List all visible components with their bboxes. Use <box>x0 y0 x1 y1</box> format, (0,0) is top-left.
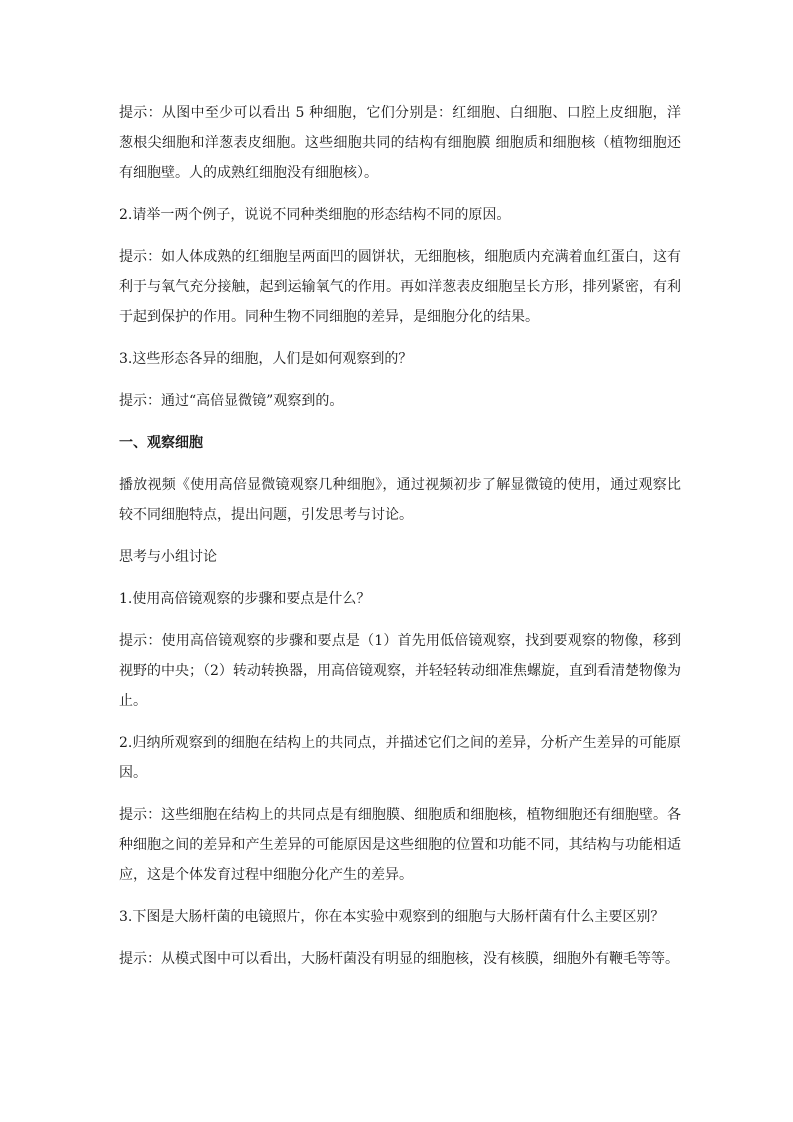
question-2-cell-shape: 2.请举一两个例子，说说不同种类细胞的形态结构不同的原因。 <box>119 207 511 223</box>
hint-paragraph-cell-types: 提示：从图中至少可以看出 5 种细胞，它们分别是：红细胞、白细胞、口腔上皮细胞，洋葱根尖细胞和洋葱表皮细胞。这些细胞共同的结构有细胞膜 细胞质和细胞核（植物细胞还有细胞壁。人的成熟红细胞没有细胞核）。 <box>119 105 681 181</box>
hint-paragraph-microscope: 提示：通过“高倍显微镜”观察到的。 <box>119 393 344 409</box>
section-heading-observe-cells: 一、观察细胞 <box>119 435 203 451</box>
hint-paragraph-red-blood-cell: 提示：如人体成熟的红细胞呈两面凹的圆饼状，无细胞核，细胞质内充满着血红蛋白，这有利于与氧气充分接触，起到运输氧气的作用。再如洋葱表皮细胞呈长方形，排列紧密，有利于起到保护的作用。同种生物不同细胞的差异，是细胞分化的结果。 <box>119 249 681 325</box>
hint-paragraph-high-power-steps: 提示：使用高倍镜观察的步骤和要点是（1）首先用低倍镜观察，找到要观察的物像，移到视野的中央；（2）转动转换器，用高倍镜观察，并轻轻转动细准焦螺旋，直到看清楚物像为止。 <box>119 633 681 709</box>
question-2-common-features: 2.归纳所观察到的细胞在结构上的共同点，并描述它们之间的差异，分析产生差异的可能原因。 <box>119 735 681 781</box>
discussion-label: 思考与小组讨论 <box>119 549 217 565</box>
video-intro-paragraph: 播放视频《使用高倍显微镜观察几种细胞》，通过视频初步了解显微镜的使用，通过观察比较不同细胞特点，提出问题，引发思考与讨论。 <box>119 477 681 523</box>
question-1-high-power-steps: 1.使用高倍镜观察的步骤和要点是什么？ <box>119 591 371 607</box>
hint-paragraph-common-features: 提示：这些细胞在结构上的共同点是有细胞膜、细胞质和细胞核，植物细胞还有细胞壁。各种细胞之间的差异和产生差异的可能原因是这些细胞的位置和功能不同，其结构与功能相适应，这是个体发育过程中细胞分化产生的差异。 <box>119 807 681 883</box>
hint-paragraph-ecoli: 提示：从模式图中可以看出，大肠杆菌没有明显的细胞核，没有核膜，细胞外有鞭毛等等。 <box>119 951 679 967</box>
question-3-ecoli: 3.下图是大肠杆菌的电镜照片，你在本实验中观察到的细胞与大肠杆菌有什么主要区别？ <box>119 909 665 925</box>
question-3-observation: 3.这些形态各异的细胞，人们是如何观察到的？ <box>119 351 413 367</box>
